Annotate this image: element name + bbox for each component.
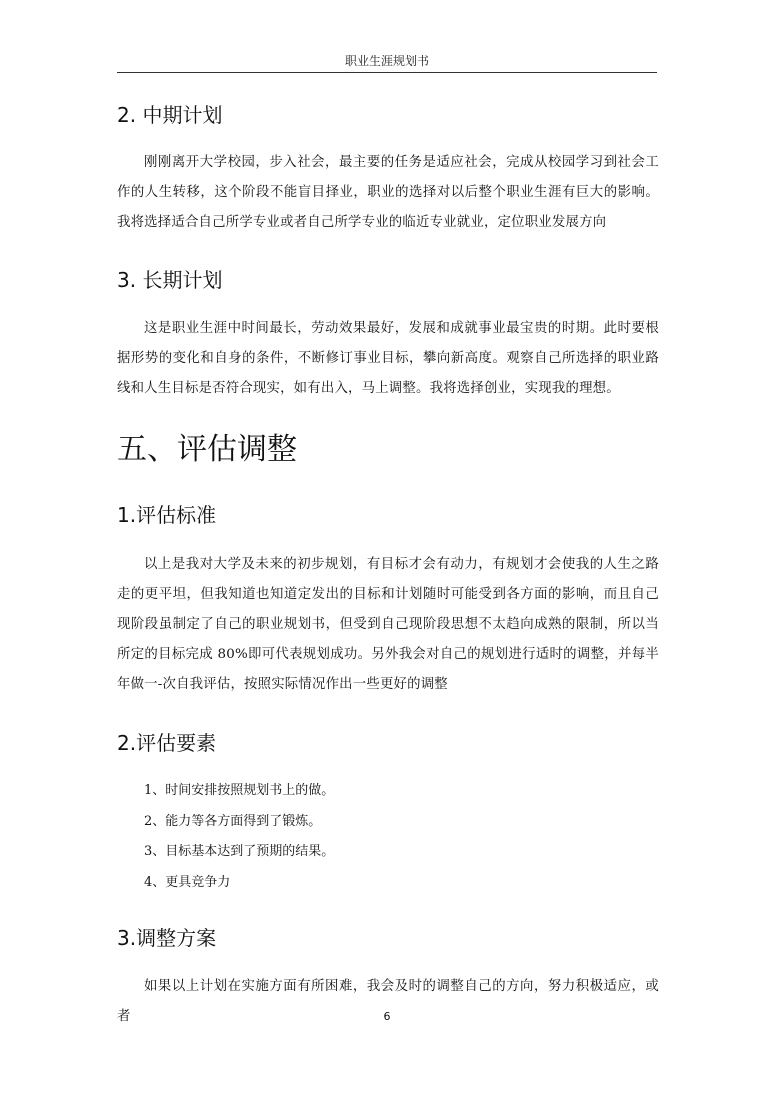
- chapter-heading-evaluation: 五、评估调整: [117, 432, 297, 467]
- section-heading-long-term: 3. 长期计划: [117, 268, 223, 292]
- section-heading-plan: 3.调整方案: [117, 926, 217, 950]
- elements-list: [144, 776, 334, 898]
- running-header: 职业生涯规划书: [344, 54, 429, 68]
- list-item: 3、目标基本达到了预期的结果。: [144, 844, 335, 859]
- paragraph-mid-term: 刚刚离开大学校园，步入社会，最主要的任务是适应社会，完成从校园学习到社会工作的人生转移，这个阶段不能盲目择业，职业的选择对以后整个职业生涯有巨大的影响。我将选择适合自己所学专业或者自己所学专业的临近专业就业，定位职业发展方向: [117, 155, 659, 230]
- list-item: 1、时间安排按照规划书上的做。: [144, 783, 335, 798]
- page-number: 6: [383, 1010, 391, 1023]
- section-heading-elements: 2.评估要素: [117, 731, 217, 755]
- paragraph-long-term: 这是职业生涯中时间最长，劳动效果最好，发展和成就事业最宝贵的时期。此时要根据形势的变化和自身的条件，不断修订事业目标，攀向新高度。观察自己所选择的职业路线和人生目标是否符合现实，如有出入，马上调整。我将选择创业，实现我的理想。: [117, 321, 659, 396]
- paragraph-plan: 如果以上计划在实施方面有所困难，我会及时的调整自己的方向，努力积极适应，或者: [117, 979, 659, 1024]
- paragraph-criteria: 以上是我对大学及未来的初步规划，有目标才会有动力，有规划才会使我的人生之路走的更平坦，但我知道也知道定发出的目标和计划随时可能受到各方面的影响，而且自己现阶段虽制定了自己的职业规划书，但受到自己现阶段思想不太趋向成熟的限制，所以当所定的目标完成 80%即可代表规划成功。另外我会对自己的规划进行适时的调整，并每半年做一-次自我评估，按照实际情况作出一些更好的调整: [117, 557, 659, 692]
- list-item: 4、更具竞争力: [144, 874, 231, 890]
- list-item: 2、能力等各方面得到了锻炼。: [144, 813, 322, 829]
- section-heading-mid-term: 2. 中期计划: [117, 103, 223, 127]
- section-heading-criteria: 1.评估标准: [117, 503, 217, 527]
- header-rule: [117, 72, 657, 73]
